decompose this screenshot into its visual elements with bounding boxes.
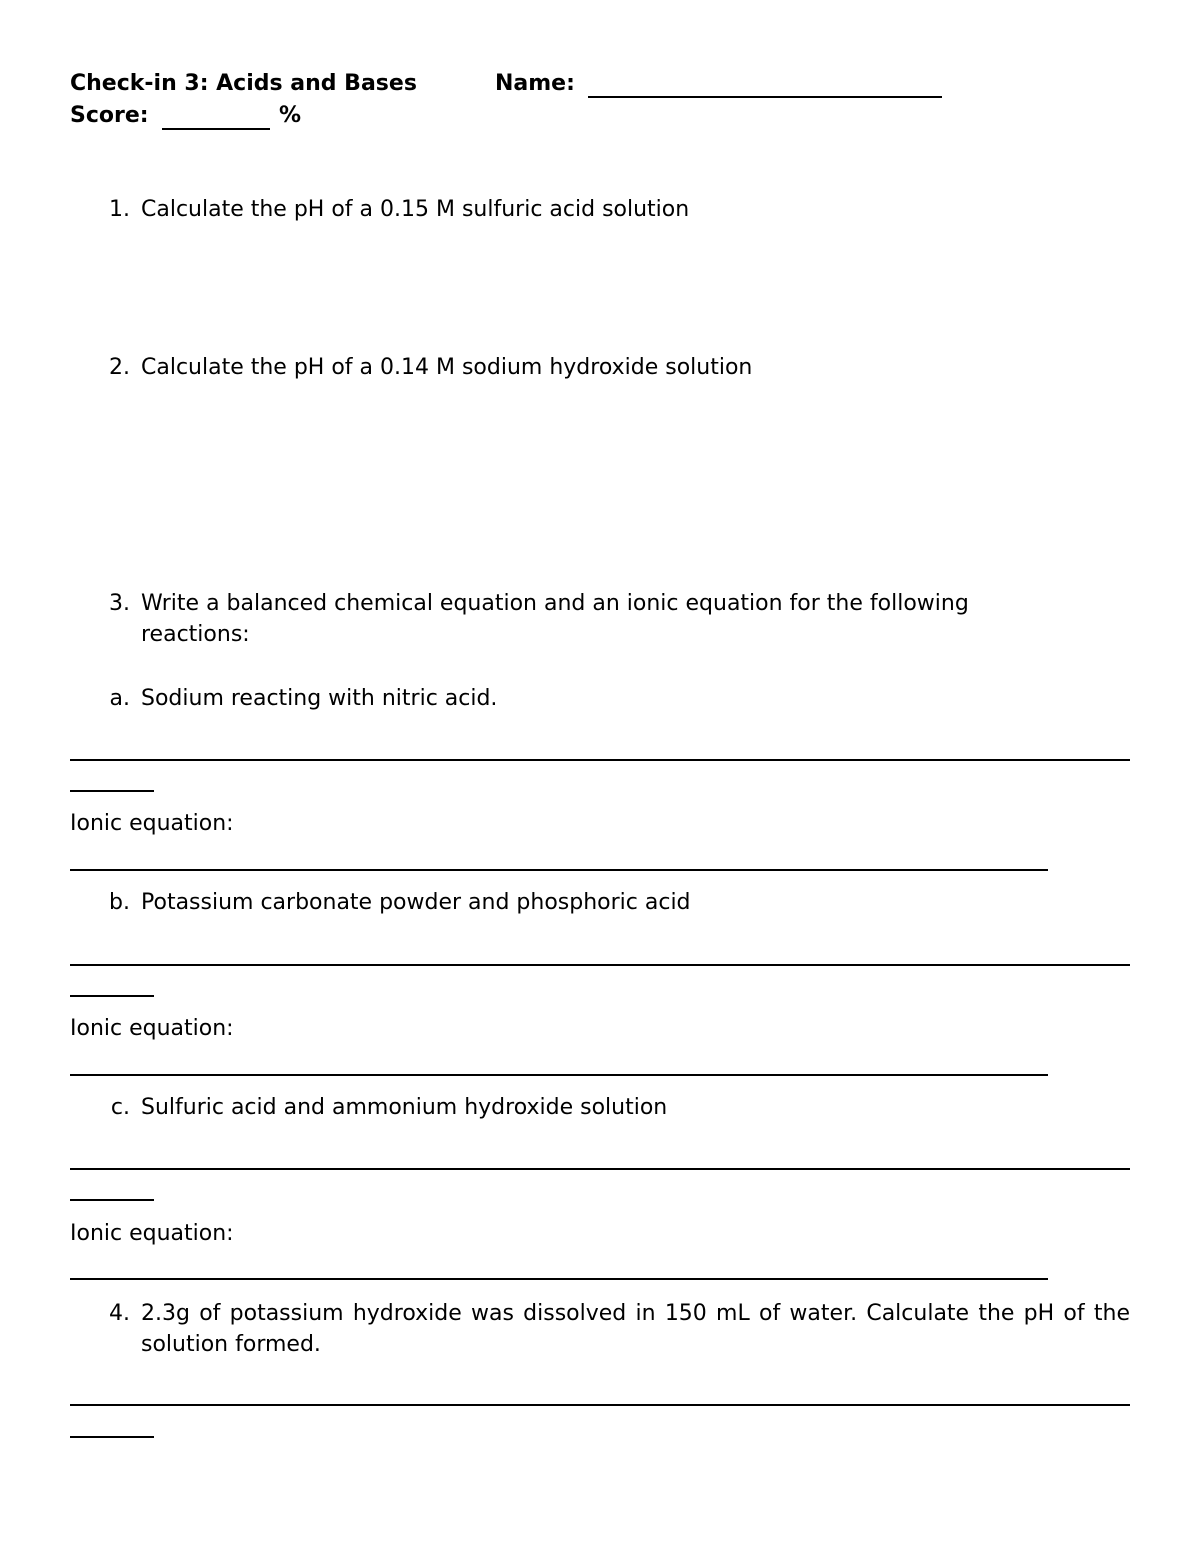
score-label: Score: (70, 103, 149, 128)
score-blank[interactable] (162, 128, 270, 130)
question-1-number: 1. (109, 197, 130, 222)
part-a-ionic-line[interactable] (70, 869, 1048, 871)
question-4-number: 4. (109, 1301, 130, 1326)
question-2-number: 2. (109, 355, 130, 380)
part-b-letter: b. (109, 890, 130, 915)
question-4-answer-line-end[interactable] (70, 1436, 154, 1438)
question-2-text: Calculate the pH of a 0.14 M sodium hydroxide solution (141, 355, 753, 380)
worksheet-title: Check-in 3: Acids and Bases (70, 71, 417, 96)
part-c-answer-line-end[interactable] (70, 1199, 154, 1201)
part-b-ionic-line[interactable] (70, 1074, 1048, 1076)
part-a-ionic-label: Ionic equation: (70, 811, 234, 836)
part-a-letter: a. (109, 686, 130, 711)
part-c-ionic-label: Ionic equation: (70, 1221, 234, 1246)
part-b-text: Potassium carbonate powder and phosphoric acid (141, 890, 691, 915)
part-c-answer-line[interactable] (70, 1168, 1130, 1170)
part-a-answer-line-end[interactable] (70, 790, 154, 792)
part-a-text: Sodium reacting with nitric acid. (141, 686, 498, 711)
question-3-number: 3. (109, 591, 130, 616)
question-3-text: Write a balanced chemical equation and an ionic equation for the following reactions: (141, 591, 969, 647)
part-c-text: Sulfuric acid and ammonium hydroxide solution (141, 1095, 668, 1120)
question-4-text: 2.3g of potassium hydroxide was dissolved in 150 mL of water. Calculate the pH of the solution formed. (141, 1301, 1130, 1357)
name-label: Name: (495, 71, 575, 96)
part-b-ionic-label: Ionic equation: (70, 1016, 234, 1041)
score-percent: % (279, 103, 302, 128)
part-c-ionic-line[interactable] (70, 1278, 1048, 1280)
name-blank[interactable] (588, 96, 942, 98)
part-b-answer-line-end[interactable] (70, 995, 154, 997)
part-b-answer-line[interactable] (70, 964, 1130, 966)
part-a-answer-line[interactable] (70, 759, 1130, 761)
question-1-text: Calculate the pH of a 0.15 M sulfuric acid solution (141, 197, 690, 222)
part-c-letter: c. (110, 1095, 130, 1120)
question-4-answer-line[interactable] (70, 1404, 1130, 1406)
